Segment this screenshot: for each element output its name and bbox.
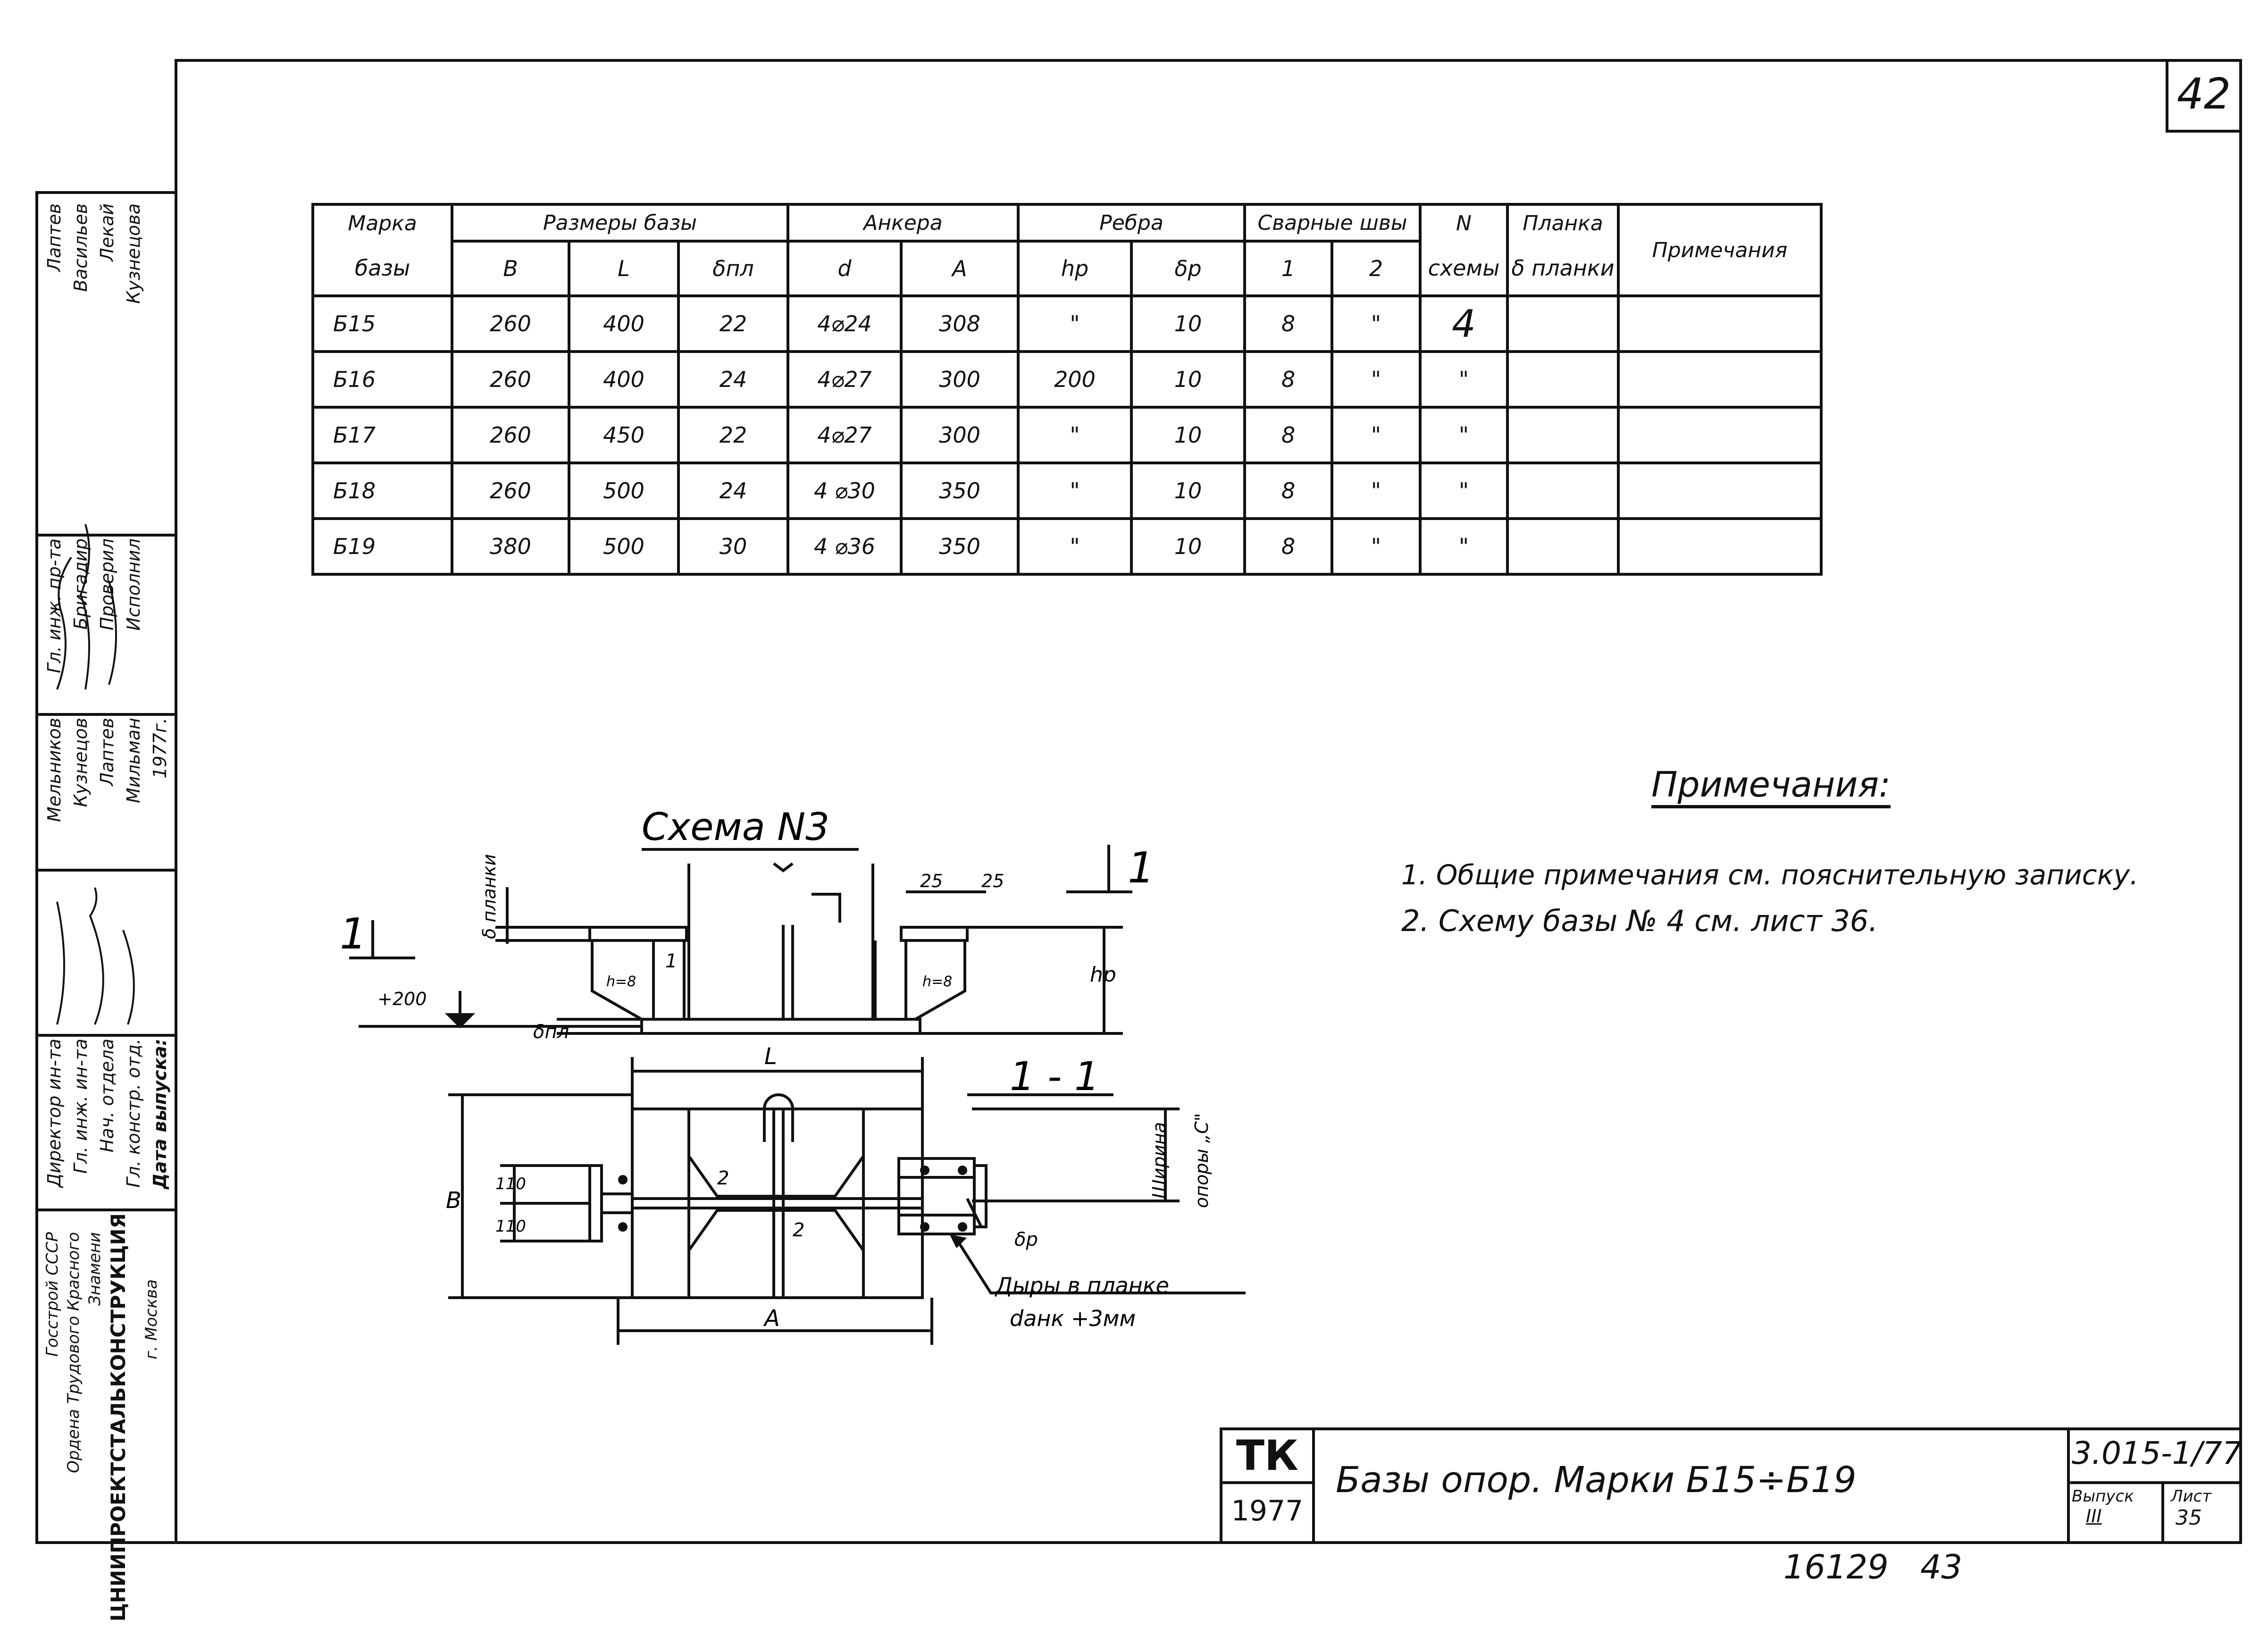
cell-hp: " (1018, 407, 1131, 463)
stamp-name2-2: Васильев (70, 203, 91, 292)
cell-d: 4⌀27 (788, 352, 901, 407)
note-1: 1. Общие примечания см. пояснительную записку. (1401, 859, 2139, 891)
stamp-name-2: Кузнецов (70, 718, 91, 807)
stamp-role2-3: Проверил (97, 538, 117, 630)
cell-A: 300 (901, 352, 1018, 407)
hdr-dp: δp (1131, 241, 1245, 296)
tb-code: ТК (1236, 1431, 1298, 1480)
stamp-org-4: ЦНИИПРОЕКТСТАЛЬКОНСТРУКЦИЯ (107, 1213, 130, 1622)
label-B: В (446, 1187, 461, 1214)
label-25a: 25 (920, 871, 943, 891)
cell-hp: 200 (1018, 352, 1131, 407)
label-w2a: 2 (717, 1167, 729, 1189)
label-h8a: h=8 (606, 973, 636, 990)
cell-scheme: 4 (1420, 296, 1507, 352)
cell-dp: 10 (1131, 296, 1245, 352)
label-dp: δp (1014, 1229, 1038, 1250)
label-110b: 110 (495, 1217, 526, 1236)
stamp-name-1: Мельников (44, 718, 65, 822)
cell-B: 380 (452, 519, 569, 574)
stamp-role2-1: Гл. инж. пр-та (44, 538, 65, 673)
cell-w2: " (1332, 407, 1420, 463)
cell-w1: 8 (1245, 519, 1332, 574)
label-holes: Дыры в планке (996, 1273, 1169, 1298)
hdr-planka2: δ планки (1507, 241, 1618, 296)
cell-w1: 8 (1245, 352, 1332, 407)
hdr-ankera: Анкера (788, 204, 1018, 241)
cell-B: 260 (452, 407, 569, 463)
stamp-role2-4: Исполнил (123, 538, 144, 631)
cell-hp: " (1018, 519, 1131, 574)
tb-list-label: Лист (2171, 1487, 2212, 1506)
stamp-role2-2: Бригадир (70, 538, 91, 630)
cell-w2: " (1332, 296, 1420, 352)
cell-dpl: 24 (678, 352, 788, 407)
stamp-role-4: Гл. констр. отд. (123, 1039, 144, 1188)
hdr-dpl: δпл (678, 241, 788, 296)
title-block (1220, 1427, 2242, 1541)
cell-scheme: " (1420, 519, 1507, 574)
stamp-name-4: Мильман (123, 718, 144, 803)
cell-scheme: " (1420, 352, 1507, 407)
tb-year: 1977 (1231, 1494, 1304, 1527)
label-25b: 25 (981, 871, 1004, 891)
tb-vypusk-label: Выпуск (2072, 1487, 2134, 1506)
stamp-role-3: Нач. отдела (97, 1039, 117, 1153)
cell-dp: 10 (1131, 519, 1245, 574)
sheet-number: 42 (2176, 69, 2231, 119)
cell-dpl: 22 (678, 296, 788, 352)
cell-A: 300 (901, 407, 1018, 463)
cell-d: 4⌀27 (788, 407, 901, 463)
stamp-name-5: 1977г. (150, 718, 170, 779)
note-2: 2. Схему базы № 4 см. лист 36. (1401, 904, 1878, 938)
cell-w2: " (1332, 352, 1420, 407)
label-h8b: h=8 (922, 973, 953, 990)
cell-L: 400 (569, 352, 678, 407)
cell-L: 450 (569, 407, 678, 463)
label-w2b: 2 (793, 1219, 805, 1241)
cell-hp: " (1018, 296, 1131, 352)
hdr-note: Примечания (1618, 204, 1821, 296)
tb-list: 35 (2176, 1506, 2202, 1530)
tb-title: Базы опор. Марки Б15÷Б19 (1336, 1459, 1857, 1501)
cell-dp: 10 (1131, 463, 1245, 519)
hdr-hp: hp (1018, 241, 1131, 296)
hdr-sizes: Размеры базы (452, 204, 788, 241)
hdr-marka: Марка (313, 204, 452, 241)
cell-L: 400 (569, 296, 678, 352)
cell-L: 500 (569, 463, 678, 519)
stamp-name-3: Лаптев (97, 718, 117, 786)
stamp-role-5: Дата выпуска: (150, 1039, 170, 1189)
label-w1: 1 (665, 950, 678, 972)
cell-scheme: " (1420, 463, 1507, 519)
cell-mark: Б15 (313, 296, 452, 352)
stamp-name2-4: Кузнецова (123, 203, 144, 304)
hdr-rebra: Ребра (1018, 204, 1245, 241)
cell-w1: 8 (1245, 296, 1332, 352)
hdr-marka2: базы (313, 241, 452, 296)
bottom-code-2: 43 (1920, 1548, 1963, 1586)
label-hp: hp (1090, 963, 1116, 987)
cell-B: 260 (452, 352, 569, 407)
cell-dpl: 22 (678, 407, 788, 463)
hdr-welds: Сварные швы (1245, 204, 1420, 241)
label-width: Ширина (1149, 1122, 1170, 1199)
hdr-L: L (569, 241, 678, 296)
label-L: L (764, 1043, 777, 1070)
cell-hp: " (1018, 463, 1131, 519)
label-holes2: dанк +3мм (1010, 1306, 1136, 1331)
hdr-A: A (901, 241, 1018, 296)
stamp-org-3: Знамени (85, 1232, 104, 1306)
hdr-w2: 2 (1332, 241, 1420, 296)
cell-scheme: " (1420, 407, 1507, 463)
stamp-org-5: г. Москва (142, 1279, 161, 1359)
stamp-role-1: Директор ин-та (44, 1039, 65, 1188)
section-label: 1 - 1 (1010, 1053, 1100, 1099)
cell-mark: Б19 (313, 519, 452, 574)
cell-mark: Б17 (313, 407, 452, 463)
cell-A: 350 (901, 463, 1018, 519)
hdr-d: d (788, 241, 901, 296)
cell-L: 500 (569, 519, 678, 574)
stamp-org-1: Госстрой СССР (43, 1232, 62, 1357)
cell-A: 350 (901, 519, 1018, 574)
hdr-B: В (452, 241, 569, 296)
cell-B: 260 (452, 296, 569, 352)
stamp-role-2: Гл. инж. ин-та (70, 1039, 91, 1174)
hdr-w1: 1 (1245, 241, 1332, 296)
cell-w2: " (1332, 519, 1420, 574)
cell-w1: 8 (1245, 463, 1332, 519)
cell-d: 4 ⌀30 (788, 463, 901, 519)
cell-mark: Б16 (313, 352, 452, 407)
tb-doc: 3.015-1/77 (2072, 1435, 2242, 1471)
label-support: опоры „С" (1191, 1113, 1212, 1208)
hdr-scheme: N (1420, 204, 1507, 241)
hdr-planka: Планка (1507, 204, 1618, 241)
cell-dpl: 30 (678, 519, 788, 574)
cell-dp: 10 (1131, 407, 1245, 463)
label-110a: 110 (495, 1175, 526, 1193)
label-elev: +200 (377, 989, 427, 1009)
cell-d: 4 ⌀36 (788, 519, 901, 574)
cut-mark-left: 1 (340, 909, 367, 959)
bottom-code-1: 16129 (1783, 1548, 1889, 1586)
label-dplanki: δ планки (479, 854, 500, 939)
cell-A: 308 (901, 296, 1018, 352)
tb-vypusk: III (2086, 1506, 2102, 1527)
stamp-org-2: Ордена Трудового Красного (64, 1232, 83, 1473)
cell-dp: 10 (1131, 352, 1245, 407)
cell-w2: " (1332, 463, 1420, 519)
notes-title: Примечания: (1651, 764, 1891, 805)
cell-d: 4⌀24 (788, 296, 901, 352)
cut-mark-right: 1 (1128, 843, 1155, 893)
scheme-title: Схема N3 (642, 805, 829, 849)
label-A: A (764, 1305, 780, 1332)
hdr-scheme2: схемы (1420, 241, 1507, 296)
cell-mark: Б18 (313, 463, 452, 519)
stamp-name2-1: Лаптев (44, 203, 65, 272)
cell-dpl: 24 (678, 463, 788, 519)
label-dpl: δпл (533, 1021, 569, 1043)
cell-w1: 8 (1245, 407, 1332, 463)
stamp-name2-3: Лекай (97, 203, 117, 261)
cell-B: 260 (452, 463, 569, 519)
